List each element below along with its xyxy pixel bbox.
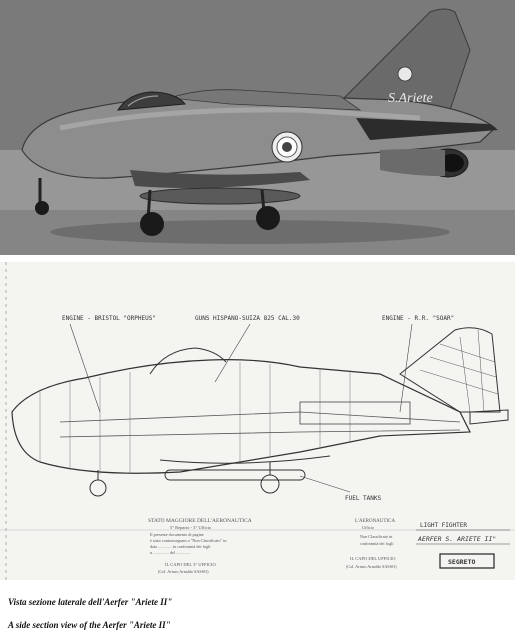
stamp-right [346, 519, 397, 569]
svg-text:STATO MAGGIORE DELL'AERONAUTIC: STATO MAGGIORE DELL'AERONAUTICA [148, 518, 252, 524]
label-engine-soar: ENGINE - R.R. "SOAR" [382, 315, 455, 322]
classification-stamp: SEGRETO [448, 558, 476, 566]
title-block [416, 522, 510, 568]
aircraft-photo-art [0, 0, 515, 255]
roundel-icon [272, 132, 302, 162]
stamp-left [148, 518, 252, 574]
svg-text:AERFER S. ARIETE II": AERFER S. ARIETE II" [418, 535, 497, 543]
svg-text:Ufficio: Ufficio [362, 525, 375, 530]
svg-text:Il presente documento di pag: Il presente documento di pagine [150, 532, 204, 537]
svg-text:LIGHT FIGHTER: LIGHT FIGHTER [420, 522, 467, 529]
svg-text:(Col. Arturo Arnaldo SASSO): (Col. Arturo Arnaldo SASSO) [346, 564, 397, 569]
section-drawing-art [0, 262, 515, 580]
svg-text:5° Reparto - 3° Ufficio: 5° Reparto - 3° Ufficio [170, 525, 212, 530]
svg-text:data ............. in conformi: data ............. in conformità dei fogli [150, 544, 211, 549]
svg-text:è stato contrassegnato a "No: è stato contrassegnato a "Non Classificato" in [150, 538, 227, 543]
tail-lettering: S.Ariete [388, 91, 433, 106]
svg-text:conformità dei fogli: conformità dei fogli [360, 541, 394, 546]
label-fuel-tanks: FUEL TANKS [345, 495, 382, 502]
label-engine-bristol: ENGINE - BRISTOL "ORPHEUS" [62, 315, 156, 322]
svg-text:IL CAPO DEL UFFICIO: IL CAPO DEL UFFICIO [350, 556, 396, 561]
svg-text:n. .............. del ........: n. .............. del ............. [150, 550, 190, 555]
svg-text:(Col. Arturo Arnaldo SASSO): (Col. Arturo Arnaldo SASSO) [158, 569, 209, 574]
aircraft-photo [0, 0, 515, 255]
svg-text:IL CAPO DEL 3° UFFICIO: IL CAPO DEL 3° UFFICIO [165, 562, 216, 567]
label-guns: GUNS HISPANO-SUIZA 825 CAL.30 [195, 315, 300, 322]
caption-italian: Vista sezione laterale dell'Aerfer "Ariete II" [8, 597, 173, 607]
caption-english: A side section view of the Aerfer "Ariete II" [8, 620, 171, 630]
svg-text:Non Classificato in: Non Classificato in [360, 534, 393, 539]
section-drawing [0, 262, 515, 580]
svg-text:L'AERONAUTICA: L'AERONAUTICA [355, 519, 396, 524]
tail-emblem-icon [398, 67, 412, 81]
